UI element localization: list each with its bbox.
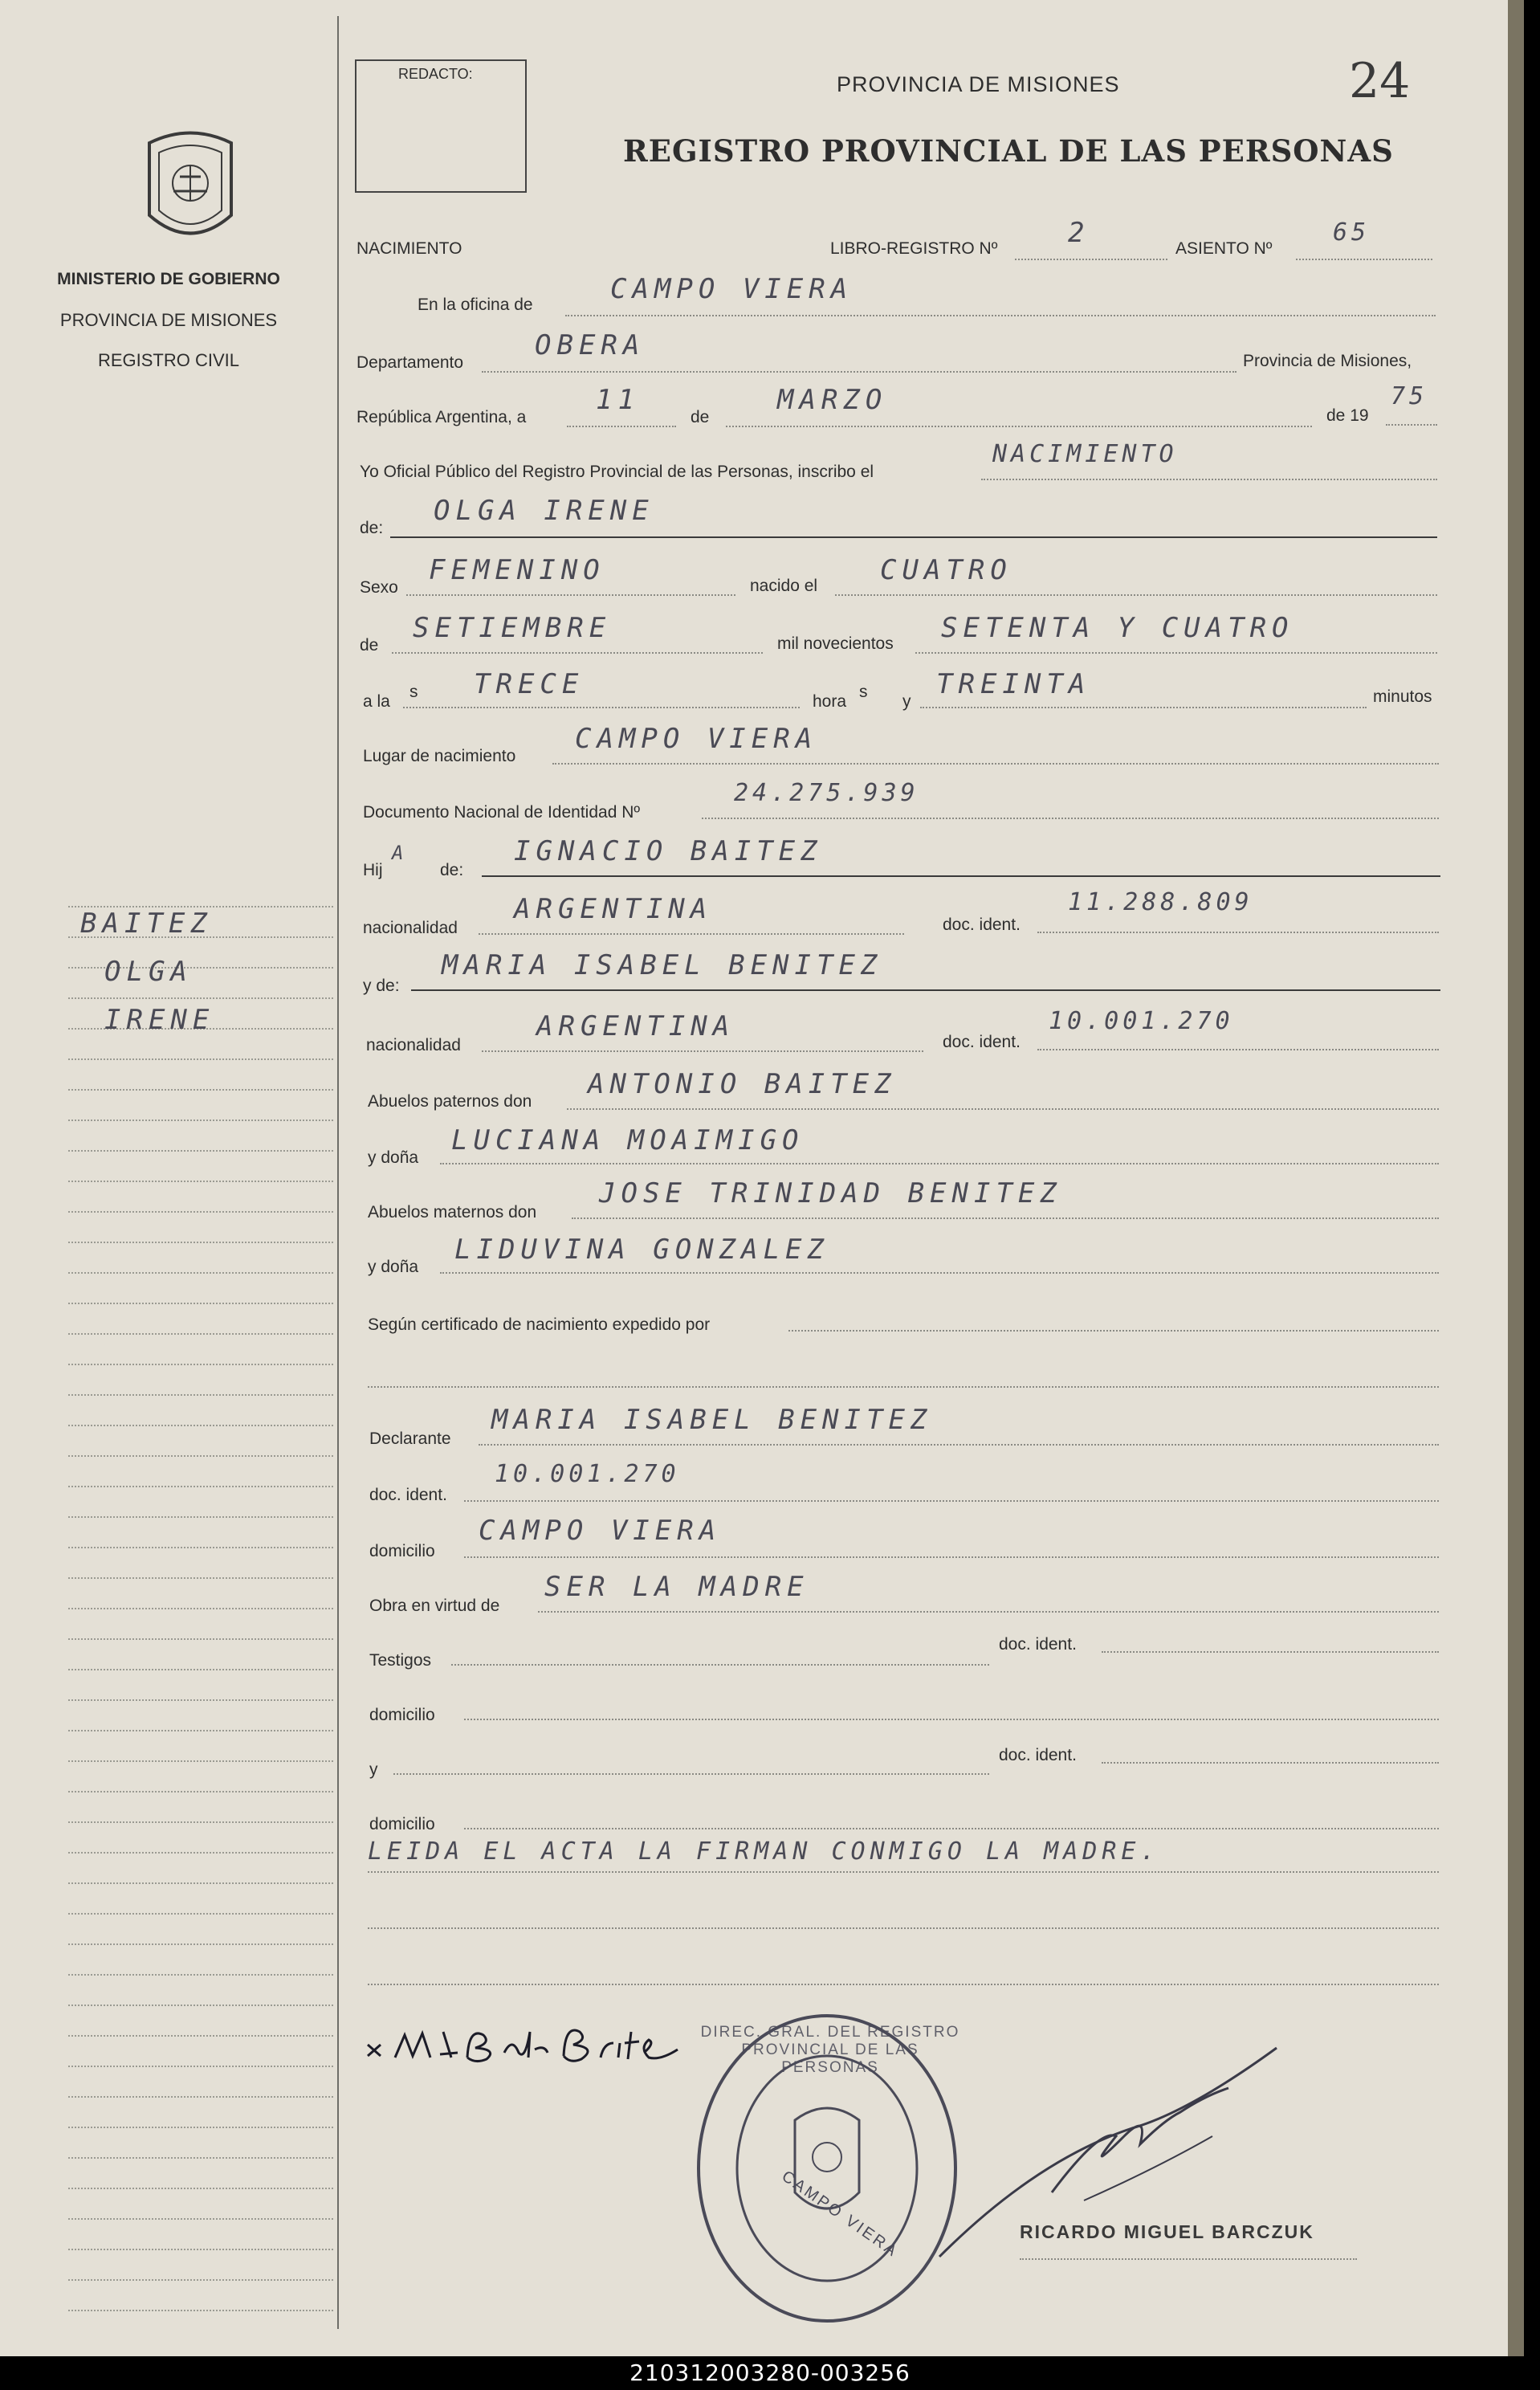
asiento-value: 65 xyxy=(1333,218,1371,247)
margin-ruled-line xyxy=(68,1791,333,1792)
oficina-line xyxy=(565,315,1436,316)
declarante-value: MARIA ISABEL BENITEZ xyxy=(491,1404,933,1436)
margin-ruled-line xyxy=(68,1242,333,1243)
provincia-suffix: Provincia de Misiones, xyxy=(1243,352,1412,370)
de3-label: de: xyxy=(440,861,464,879)
year-prefix: de 19 xyxy=(1326,406,1369,425)
margin-ruled-line xyxy=(68,1333,333,1335)
father-doc-line xyxy=(1037,932,1439,933)
dni-line xyxy=(702,818,1439,819)
birth-month-value: SETIEMBRE xyxy=(413,612,612,644)
registry-title: REGISTRO PROVINCIAL DE LAS PERSONAS xyxy=(623,133,1394,169)
domicilio-label: domicilio xyxy=(369,1542,435,1560)
margin-ruled-line xyxy=(68,1394,333,1396)
closing-text: LEIDA EL ACTA LA FIRMAN CONMIGO LA MADRE. xyxy=(368,1837,1160,1866)
y-de-label: y de: xyxy=(363,977,400,995)
redacto-label: REDACTO: xyxy=(398,66,473,82)
abuela-mat-label: y doña xyxy=(368,1258,419,1276)
year-value: 75 xyxy=(1391,382,1428,410)
obra-line xyxy=(538,1611,1439,1613)
hora-label: hora xyxy=(813,692,847,711)
margin-note-surname: BAITEZ xyxy=(80,907,213,940)
oficina-value: CAMPO VIERA xyxy=(610,273,854,305)
abuelo-pat-value: ANTONIO BAITEZ xyxy=(588,1068,897,1100)
folio-number: 24 xyxy=(1349,53,1411,109)
month-value: MARZO xyxy=(777,384,888,416)
mother-nat-label: nacionalidad xyxy=(366,1036,461,1054)
day-line xyxy=(567,426,676,427)
declarante-label: Declarante xyxy=(369,1430,451,1448)
abuelo-mat-line xyxy=(572,1217,1439,1219)
margin-ruled-line xyxy=(68,1303,333,1304)
hour-line xyxy=(403,707,800,708)
margin-ruled-line xyxy=(68,997,333,999)
departamento-line xyxy=(482,371,1236,373)
margin-ruled-line xyxy=(68,2127,333,2128)
act-type-label: NACIMIENTO xyxy=(356,239,462,258)
sexo-label: Sexo xyxy=(360,578,398,597)
month-line xyxy=(726,426,1312,427)
testigo1-doc-line xyxy=(1102,1651,1439,1653)
name-line xyxy=(390,536,1437,538)
testigo1-doc-label: doc. ident. xyxy=(999,1635,1077,1654)
margin-ruled-line xyxy=(68,2188,333,2189)
y-label: y xyxy=(902,692,911,711)
margin-ruled-line xyxy=(68,1425,333,1426)
margin-ruled-line xyxy=(68,1699,333,1701)
abuelos-pat-label: Abuelos paternos don xyxy=(368,1092,532,1111)
registry-label: REGISTRO CIVIL xyxy=(97,350,240,370)
testigo2-y-label: y xyxy=(369,1760,378,1779)
abuela-pat-label: y doña xyxy=(368,1148,419,1167)
sexo-value: FEMENINO xyxy=(429,554,605,586)
declarante-line xyxy=(479,1444,1439,1446)
margin-ruled-line xyxy=(68,1181,333,1182)
departamento-value: OBERA xyxy=(535,329,646,361)
margin-ruled-line xyxy=(68,1882,333,1884)
mother-nat-value: ARGENTINA xyxy=(536,1010,735,1042)
margin-ruled-line xyxy=(68,1852,333,1854)
closing-ruled-line xyxy=(368,1927,1439,1929)
margin-ruled-line xyxy=(68,1638,333,1640)
testigo1-domicilio-label: domicilio xyxy=(369,1706,435,1724)
republica-label: República Argentina, a xyxy=(356,408,527,426)
minutes-value: TREINTA xyxy=(936,668,1091,700)
obra-label: Obra en virtud de xyxy=(369,1597,500,1615)
margin-ruled-line xyxy=(68,1760,333,1762)
day-value: 11 xyxy=(596,384,640,416)
certificado-line-2 xyxy=(368,1386,1439,1388)
asiento-label: ASIENTO Nº xyxy=(1175,239,1273,258)
hij-label: Hij xyxy=(363,861,383,879)
margin-ruled-line xyxy=(68,1913,333,1915)
mother-doc-label: doc. ident. xyxy=(943,1033,1021,1051)
libro-value: 2 xyxy=(1068,217,1090,249)
departamento-label: Departamento xyxy=(356,353,464,372)
lugar-line xyxy=(552,763,1439,765)
margin-ruled-line xyxy=(68,1608,333,1609)
mother-line xyxy=(411,989,1440,991)
testigo1-line xyxy=(451,1664,989,1666)
father-value: IGNACIO BAITEZ xyxy=(514,835,823,867)
hij-suffix: A xyxy=(392,842,408,864)
dni-label: Documento Nacional de Identidad Nº xyxy=(363,803,641,822)
abuela-pat-line xyxy=(440,1163,1439,1164)
margin-ruled-line xyxy=(68,1730,333,1731)
inscribo-value: NACIMIENTO xyxy=(992,440,1178,468)
birth-year-line xyxy=(915,652,1437,654)
declarant-signature xyxy=(363,2008,700,2072)
archive-caption: 210312003280-003256 xyxy=(0,2356,1540,2390)
margin-ruled-line xyxy=(68,1120,333,1121)
minutos-label: minutos xyxy=(1373,687,1432,706)
abuelos-mat-label: Abuelos maternos don xyxy=(368,1203,537,1222)
margin-ruled-line xyxy=(68,2310,333,2311)
margin-ruled-line xyxy=(68,1089,333,1091)
mother-nat-line xyxy=(482,1050,923,1052)
margin-ruled-line xyxy=(68,2249,333,2250)
testigo1-domicilio-line xyxy=(464,1719,1439,1720)
officer-title-line xyxy=(1020,2258,1357,2260)
a-la-suffix: s xyxy=(409,683,418,701)
abuela-mat-line xyxy=(440,1272,1439,1274)
closing-ruled-line xyxy=(368,1984,1439,1985)
testigo2-domicilio-line xyxy=(464,1828,1439,1829)
father-nat-line xyxy=(479,933,904,935)
father-nat-label: nacionalidad xyxy=(363,919,458,937)
declarante-doc-value: 10.001.270 xyxy=(495,1460,680,1488)
margin-ruled-line xyxy=(68,2157,333,2159)
father-line xyxy=(482,875,1440,877)
libro-label: LIBRO-REGISTRO Nº xyxy=(830,239,998,258)
nacido-label: nacido el xyxy=(750,577,818,595)
redacto-box xyxy=(355,59,527,193)
father-nat-value: ARGENTINA xyxy=(514,893,713,925)
margin-ruled-line xyxy=(68,1547,333,1548)
margin-ruled-line xyxy=(68,1516,333,1518)
sexo-line xyxy=(406,594,735,596)
hora-suffix: s xyxy=(859,683,868,701)
margin-ruled-line xyxy=(68,2066,333,2067)
margin-ruled-line xyxy=(68,1211,333,1213)
name-value: OLGA IRENE xyxy=(434,495,654,527)
inscribo-line xyxy=(981,479,1437,480)
margin-note-second-name: IRENE xyxy=(104,1004,215,1036)
testigo2-doc-line xyxy=(1102,1762,1439,1764)
testigo2-domicilio-label: domicilio xyxy=(369,1815,435,1833)
minutes-line xyxy=(920,707,1367,708)
margin-divider xyxy=(337,16,339,2329)
page-edge xyxy=(1508,0,1524,2356)
margin-ruled-line xyxy=(68,1150,333,1152)
declarante-doc-label: doc. ident. xyxy=(369,1486,447,1504)
mil-label: mil novecientos xyxy=(777,634,894,653)
hour-value: TRECE xyxy=(474,668,585,700)
officer-name: RICARDO MIGUEL BARCZUK xyxy=(1020,2221,1314,2242)
father-doc-value: 11.288.809 xyxy=(1068,888,1253,916)
margin-ruled-line xyxy=(68,2279,333,2281)
a-la-label: a la xyxy=(363,692,390,711)
margin-ruled-line xyxy=(68,1974,333,1976)
abuela-mat-value: LIDUVINA GONZALEZ xyxy=(454,1234,829,1266)
margin-ruled-line xyxy=(68,1455,333,1457)
closing-ruled-line xyxy=(368,1871,1439,1873)
margin-ruled-line xyxy=(68,1272,333,1274)
domicilio-line xyxy=(464,1556,1439,1558)
mother-doc-value: 10.001.270 xyxy=(1049,1007,1234,1035)
margin-ruled-line xyxy=(68,1821,333,1823)
lugar-label: Lugar de nacimiento xyxy=(363,747,516,765)
testigos-label: Testigos xyxy=(369,1651,432,1670)
father-doc-label: doc. ident. xyxy=(943,916,1021,934)
margin-ruled-line xyxy=(68,2218,333,2220)
testigo2-line xyxy=(393,1773,989,1775)
de-name-label: de: xyxy=(360,519,384,537)
year-line xyxy=(1386,424,1437,426)
abuelo-mat-value: JOSE TRINIDAD BENITEZ xyxy=(599,1177,1062,1209)
margin-ruled-line xyxy=(68,1058,333,1060)
domicilio-value: CAMPO VIERA xyxy=(479,1515,722,1547)
certificado-line xyxy=(788,1330,1439,1332)
nacido-value: CUATRO xyxy=(880,554,1012,586)
obra-value: SER LA MADRE xyxy=(544,1571,809,1603)
birth-year-value: SETENTA Y CUATRO xyxy=(941,612,1294,644)
ministry-label: MINISTERIO DE GOBIERNO xyxy=(57,270,280,288)
mother-doc-line xyxy=(1037,1049,1439,1050)
margin-ruled-line xyxy=(68,2005,333,2006)
certificado-label: Según certificado de nacimiento expedido por xyxy=(368,1315,711,1334)
margin-ruled-line xyxy=(68,1364,333,1365)
margin-note-first-name: OLGA xyxy=(104,956,193,988)
libro-line xyxy=(1015,259,1167,260)
margin-ruled-line xyxy=(68,2096,333,2098)
declarante-doc-line xyxy=(464,1500,1439,1502)
lugar-value: CAMPO VIERA xyxy=(575,723,818,755)
province-title: PROVINCIA DE MISIONES xyxy=(837,72,1120,96)
oficina-label: En la oficina de xyxy=(418,296,533,314)
stamp-ring-text: DIREC. GRAL. DEL REGISTRO PROVINCIAL DE LAS PERSONAS xyxy=(700,2024,960,2076)
abuela-pat-value: LUCIANA MOAIMIGO xyxy=(451,1124,805,1156)
de-label: de xyxy=(691,408,710,426)
testigo2-doc-label: doc. ident. xyxy=(999,1746,1077,1764)
mother-value: MARIA ISABEL BENITEZ xyxy=(442,949,883,981)
margin-ruled-line xyxy=(68,1577,333,1579)
stamp-center-text: CAMPO VIERA xyxy=(778,2167,902,2262)
asiento-line xyxy=(1296,259,1432,260)
margin-ruled-line xyxy=(68,2035,333,2037)
nacido-line xyxy=(835,594,1437,596)
abuelo-pat-line xyxy=(567,1108,1439,1110)
province-label: PROVINCIA DE MISIONES xyxy=(59,310,278,330)
province-emblem-icon xyxy=(141,127,239,247)
margin-ruled-line xyxy=(68,1486,333,1487)
de2-label: de xyxy=(360,636,379,655)
birth-month-line xyxy=(392,652,763,654)
margin-ruled-line xyxy=(68,1669,333,1670)
dni-value: 24.275.939 xyxy=(734,779,919,807)
oficial-label: Yo Oficial Público del Registro Provincial de las Personas, inscribo el xyxy=(360,463,874,481)
margin-ruled-line xyxy=(68,1943,333,1945)
